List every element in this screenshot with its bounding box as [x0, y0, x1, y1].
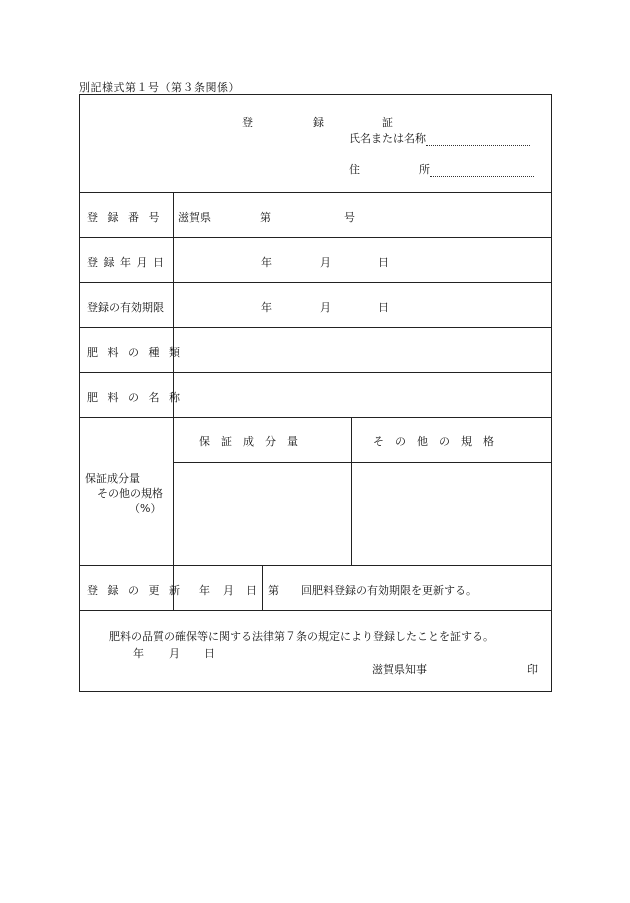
name-label: [349, 130, 530, 146]
reg-date-label: 登 録 年 月 日: [87, 256, 165, 269]
expiry-label: 登録の有効期限: [87, 301, 164, 314]
reg-number-dai: 第: [260, 211, 271, 224]
expiry-day: 日: [378, 301, 389, 314]
title-char-1: 登: [242, 116, 253, 129]
guarantee-label-line3: （%）: [129, 502, 162, 515]
reg-number-label: 登 録 番 号: [87, 211, 163, 224]
guarantee-column-divider: [351, 417, 352, 565]
address-dotted-line: [430, 165, 534, 177]
title-char-2: 録: [313, 116, 324, 129]
reg-number-go: 号: [344, 211, 355, 224]
divider: [80, 610, 551, 611]
address-label: [419, 161, 534, 177]
expiry-month: 月: [320, 301, 331, 314]
cert-year: 年: [133, 647, 144, 660]
reg-date-month: 月: [320, 256, 331, 269]
fert-name-label: 肥 料 の 名 称: [87, 391, 183, 404]
seal-mark: 印: [527, 663, 538, 676]
guarantee-col2-header: そ の 他 の 規 格: [373, 435, 494, 448]
certificate-form: [79, 94, 552, 692]
cert-month: 月: [169, 647, 180, 660]
title-char-3: 証: [382, 116, 393, 129]
expiry-year: 年: [261, 301, 272, 314]
name-label-text: 氏名または名称: [349, 132, 426, 145]
divider: [80, 282, 551, 283]
renewal-column-divider: [262, 565, 263, 610]
cert-authority: 滋賀県知事: [372, 663, 427, 676]
divider: [173, 462, 551, 463]
address-label-text: 所: [419, 163, 430, 176]
form-number-label: 別記様式第１号（第３条関係）: [79, 81, 240, 94]
divider: [80, 327, 551, 328]
cert-day: 日: [204, 647, 215, 660]
divider: [80, 417, 551, 418]
guarantee-label-line1: 保証成分量: [85, 472, 140, 485]
name-dotted-line: [426, 134, 530, 146]
renewal-month: 月: [223, 584, 234, 597]
divider: [80, 192, 551, 193]
address-label-1: 住: [349, 163, 360, 176]
guarantee-label-line2: その他の規格: [97, 487, 163, 500]
reg-date-day: 日: [378, 256, 389, 269]
guarantee-col1-header: 保 証 成 分 量: [199, 435, 298, 448]
divider: [80, 372, 551, 373]
fert-type-label: 肥 料 の 種 類: [87, 346, 183, 359]
renewal-day: 日: [246, 584, 257, 597]
reg-date-year: 年: [261, 256, 272, 269]
reg-number-prefecture: 滋賀県: [178, 211, 211, 224]
renewal-label: 登 録 の 更 新: [87, 584, 183, 597]
renewal-text: 回肥料登録の有効期限を更新する。: [301, 584, 477, 597]
divider: [80, 237, 551, 238]
renewal-dai: 第: [268, 584, 279, 597]
renewal-year: 年: [199, 584, 210, 597]
divider: [80, 565, 551, 566]
certification-statement: 肥料の品質の確保等に関する法律第７条の規定により登録したことを証する。: [109, 630, 494, 643]
